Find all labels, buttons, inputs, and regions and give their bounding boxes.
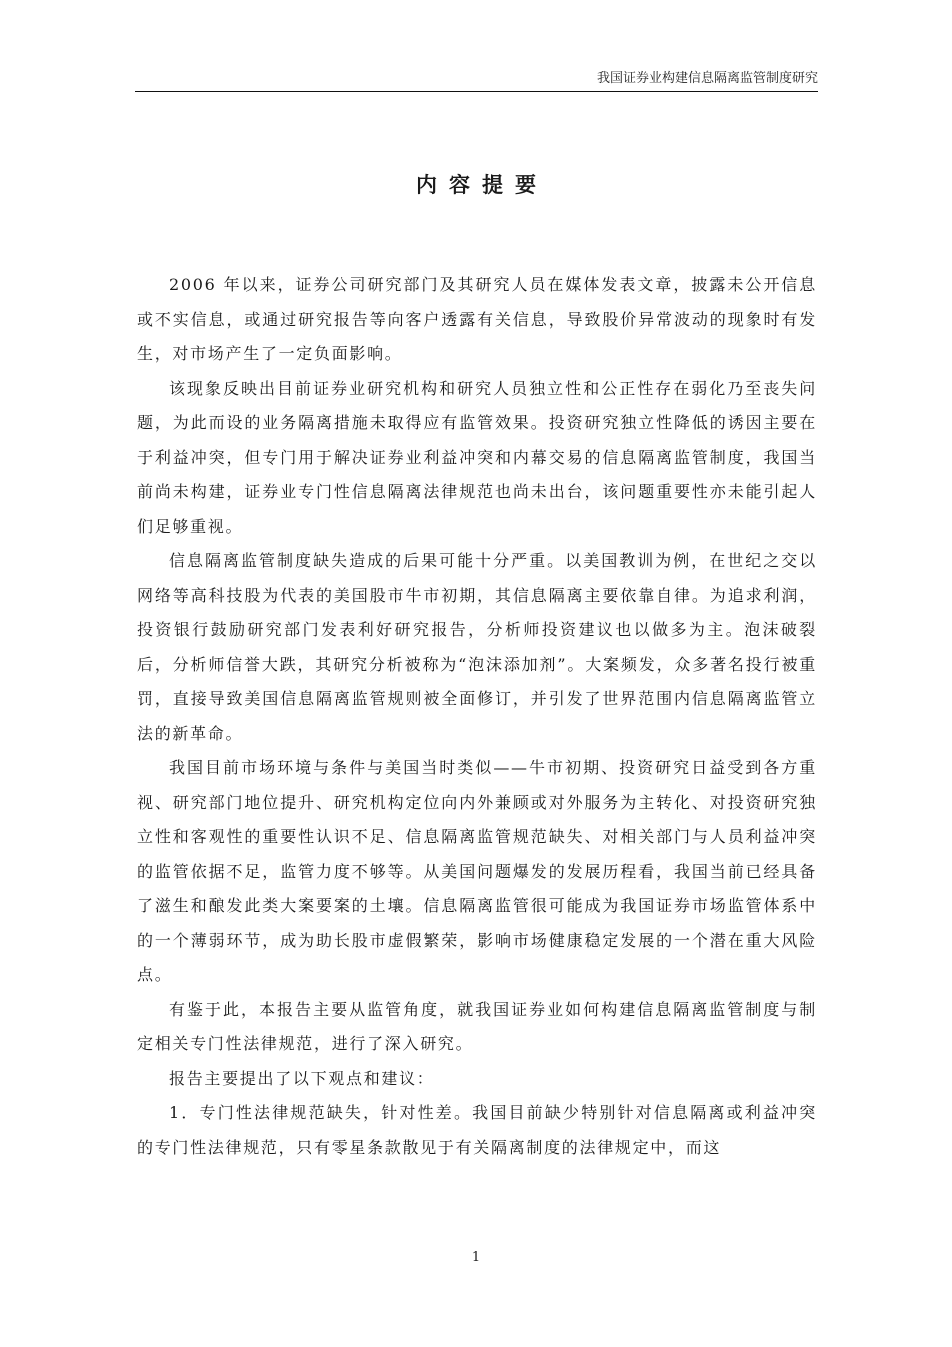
header-rule bbox=[135, 91, 818, 92]
paragraph: 有鉴于此，本报告主要从监管角度，就我国证券业如何构建信息隔离监管制度与制定相关专门性法律规范，进行了深入研究。 bbox=[137, 999, 817, 1053]
running-header: 我国证券业构建信息隔离监管制度研究 bbox=[596, 71, 818, 86]
page-number: 1 bbox=[471, 1250, 481, 1265]
paragraph: 该现象反映出目前证券业研究机构和研究人员独立性和公正性存在弱化乃至丧失问题，为此而设的业务隔离措施未取得应有监管效果。投资研究独立性降低的诱因主要在于利益冲突，但专门用于解决证券业利益冲突和内幕交易的信息隔离监管制度，我国当前尚未构建，证券业专门性信息隔离法律规范也尚未出台，该问题重要性亦未能引起人们足够重视。 bbox=[137, 378, 817, 536]
paragraph: 我国目前市场环境与条件与美国当时类似——牛市初期、投资研究日益受到各方重视、研究部门地位提升、研究机构定位向内外兼顾或对外服务为主转化、对投资研究独立性和客观性的重要性认识不足、信息隔离监管规范缺失、对相关部门与人员利益冲突的监管依据不足，监管力度不够等。从美国问题爆发的发展历程看，我国当前已经具备了滋生和酿发此类大案要案的土壤。信息隔离监管很可能成为我国证券市场监管体系中的一个薄弱环节，成为助长股市虚假繁荣，影响市场健康稳定发展的一个潜在重大风险点。 bbox=[137, 758, 817, 984]
paragraph: 1．专门性法律规范缺失，针对性差。我国目前缺少特别针对信息隔离或利益冲突的专门性法律规范，只有零星条款散见于有关隔离制度的法律规定中，而这 bbox=[137, 1103, 817, 1157]
paragraph: 信息隔离监管制度缺失造成的后果可能十分严重。以美国教训为例，在世纪之交以网络等高科技股为代表的美国股市牛市初期，其信息隔离主要依靠自律。为追求利润，投资银行鼓励研究部门发表利好研究报告，分析师投资建议也以做多为主。泡沫破裂后，分析师信誉大跌，其研究分析被称为“泡沫添加剂”。大案频发，众多著名投行被重罚，直接导致美国信息隔离监管规则被全面修订，并引发了世界范围内信息隔离监管立法的新革命。 bbox=[137, 551, 817, 743]
paragraph: 报告主要提出了以下观点和建议： bbox=[169, 1068, 435, 1088]
body-text bbox=[137, 268, 817, 1165]
page-title: 内容提要 bbox=[416, 173, 548, 197]
paragraph: 2006 年以来，证券公司研究部门及其研究人员在媒体发表文章，披露未公开信息或不实信息，或通过研究报告等向客户透露有关信息，导致股价异常波动的现象时有发生，对市场产生了一定负面影响。 bbox=[137, 275, 817, 363]
